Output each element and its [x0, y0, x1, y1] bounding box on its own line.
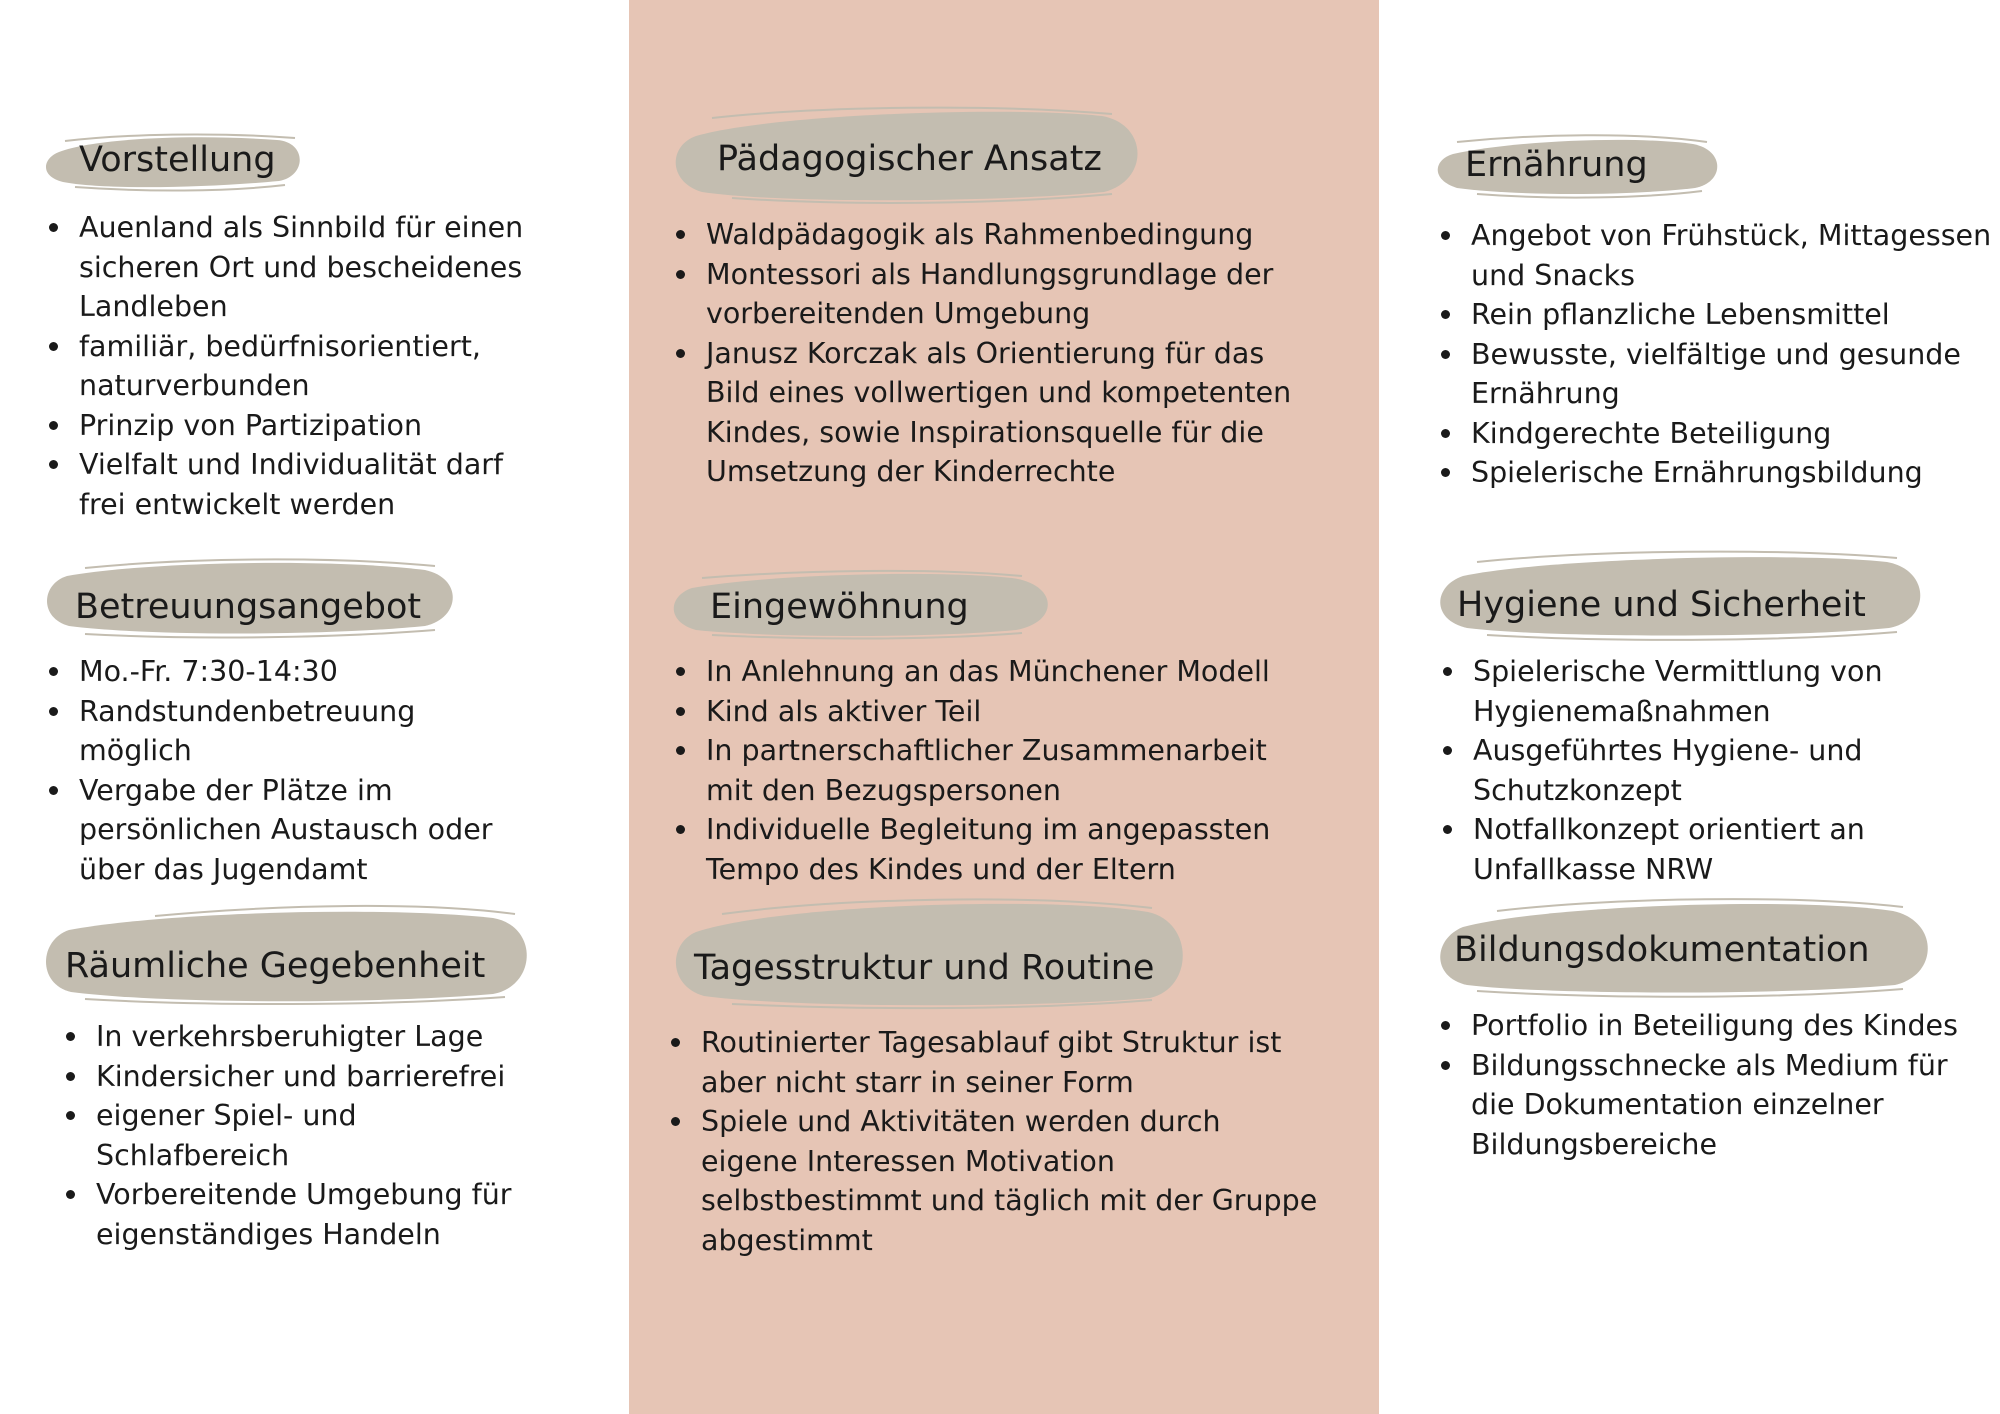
list-item: Portfolio in Beteiligung des Kindes: [1437, 1006, 1992, 1046]
section-heading-text: Eingewöhnung: [710, 587, 969, 627]
list-item: Bewusste, vielfältige und gesunde Ernährung: [1437, 335, 1992, 414]
bullet-list: [45, 1017, 545, 1254]
section-ernaehrung: [1437, 134, 1992, 493]
list-item: Kindersicher und barrierefrei: [62, 1057, 545, 1097]
section-heading-text: Tagesstruktur und Routine: [694, 948, 1155, 988]
section-heading: [45, 556, 455, 636]
list-item: Kindgerechte Beteiligung: [1437, 414, 1992, 454]
section-heading: [672, 570, 1052, 637]
list-item: Randstundenbetreuung möglich: [45, 692, 535, 771]
list-item: Notfallkonzept orientiert an Unfallkasse NRW: [1439, 810, 1992, 889]
section-heading-text: Pädagogischer Ansatz: [717, 139, 1102, 179]
section-heading: [45, 130, 305, 190]
list-item: Mo.-Fr. 7:30-14:30: [45, 652, 535, 692]
bullet-list: [672, 652, 1322, 889]
section-raeumliche-gegebenheit: [45, 902, 545, 1254]
section-heading: [1437, 550, 1925, 638]
section-heading: [672, 106, 1142, 201]
list-item: Bildungsschnecke als Medium für die Dokumentation einzelner Bildungsbereiche: [1437, 1046, 1992, 1165]
list-item: familiär, bedürfnisorientiert, naturverbunden: [45, 327, 535, 406]
list-item: Prinzip von Partizipation: [45, 406, 535, 446]
list-item: Spiele und Aktivitäten werden durch eigene Interessen Motivation selbstbestimmt und täglich mit der Gruppe abgestimmt: [667, 1102, 1322, 1260]
list-item: Janusz Korczak als Orientierung für das Bild eines vollwertigen und kompetenten Kindes, sowie Inspirationsquelle für die Umsetzung der Kinderrechte: [672, 334, 1322, 492]
list-item: In verkehrsberuhigter Lage: [62, 1017, 545, 1057]
section-eingewoehnung: [672, 570, 1322, 889]
bullet-list: [45, 208, 535, 524]
list-item: In Anlehnung an das Münchener Modell: [672, 652, 1322, 692]
list-item: Waldpädagogik als Rahmenbedingung: [672, 215, 1322, 255]
section-hygiene-und-sicherheit: [1437, 550, 1992, 889]
section-heading-text: Betreuungsangebot: [75, 587, 422, 627]
bullet-list: [45, 652, 535, 889]
bullet-list: [667, 1023, 1322, 1260]
list-item: Individuelle Begleitung im angepassten Tempo des Kindes und der Eltern: [672, 810, 1322, 889]
list-item: Routinierter Tagesablauf gibt Struktur ist aber nicht starr in seiner Form: [667, 1023, 1322, 1102]
list-item: Auenland als Sinnbild für einen sicheren Ort und bescheidenes Landleben: [45, 208, 535, 327]
list-item: Kind als aktiver Teil: [672, 692, 1322, 732]
section-heading-text: Ernährung: [1465, 145, 1648, 185]
list-item: Angebot von Frühstück, Mittagessen und Snacks: [1437, 216, 1992, 295]
list-item: eigener Spiel- und Schlafbereich: [62, 1096, 545, 1175]
section-heading: [672, 892, 1187, 1007]
bullet-list: [1437, 216, 1992, 493]
list-item: Vergabe der Plätze im persönlichen Austausch oder über das Jugendamt: [45, 771, 535, 890]
section-heading-text: Bildungsdokumentation: [1454, 930, 1870, 970]
section-heading-text: Vorstellung: [79, 140, 276, 180]
section-vorstellung: [45, 130, 535, 524]
list-item: Spielerische Vermittlung von Hygienemaßnahmen: [1439, 652, 1992, 731]
bullet-list: [1439, 652, 1992, 889]
bullet-list: [672, 215, 1322, 492]
section-heading: [1437, 895, 1932, 1000]
list-item: Montessori als Handlungsgrundlage der vorbereitenden Umgebung: [672, 255, 1322, 334]
section-heading-text: Räumliche Gegebenheit: [65, 946, 486, 986]
bullet-list: [1437, 1006, 1992, 1164]
list-item: Ausgeführtes Hygiene- und Schutzkonzept: [1439, 731, 1992, 810]
section-tagesstruktur: [672, 892, 1322, 1260]
list-item: In partnerschaftlicher Zusammenarbeit mit den Bezugspersonen: [672, 731, 1322, 810]
list-item: Vielfalt und Individualität darf frei entwickelt werden: [45, 445, 535, 524]
section-paedagogischer-ansatz: [672, 106, 1322, 492]
list-item: Spielerische Ernährungsbildung: [1437, 453, 1992, 493]
section-betreuungsangebot: [45, 556, 535, 889]
list-item: Vorbereitende Umgebung für eigenständiges Handeln: [62, 1175, 545, 1254]
list-item: Rein pflanzliche Lebensmittel: [1437, 295, 1992, 335]
section-heading-text: Hygiene und Sicherheit: [1457, 585, 1866, 625]
section-heading: [1437, 134, 1719, 196]
section-heading: [45, 902, 530, 1002]
section-bildungsdokumentation: [1437, 895, 1992, 1164]
